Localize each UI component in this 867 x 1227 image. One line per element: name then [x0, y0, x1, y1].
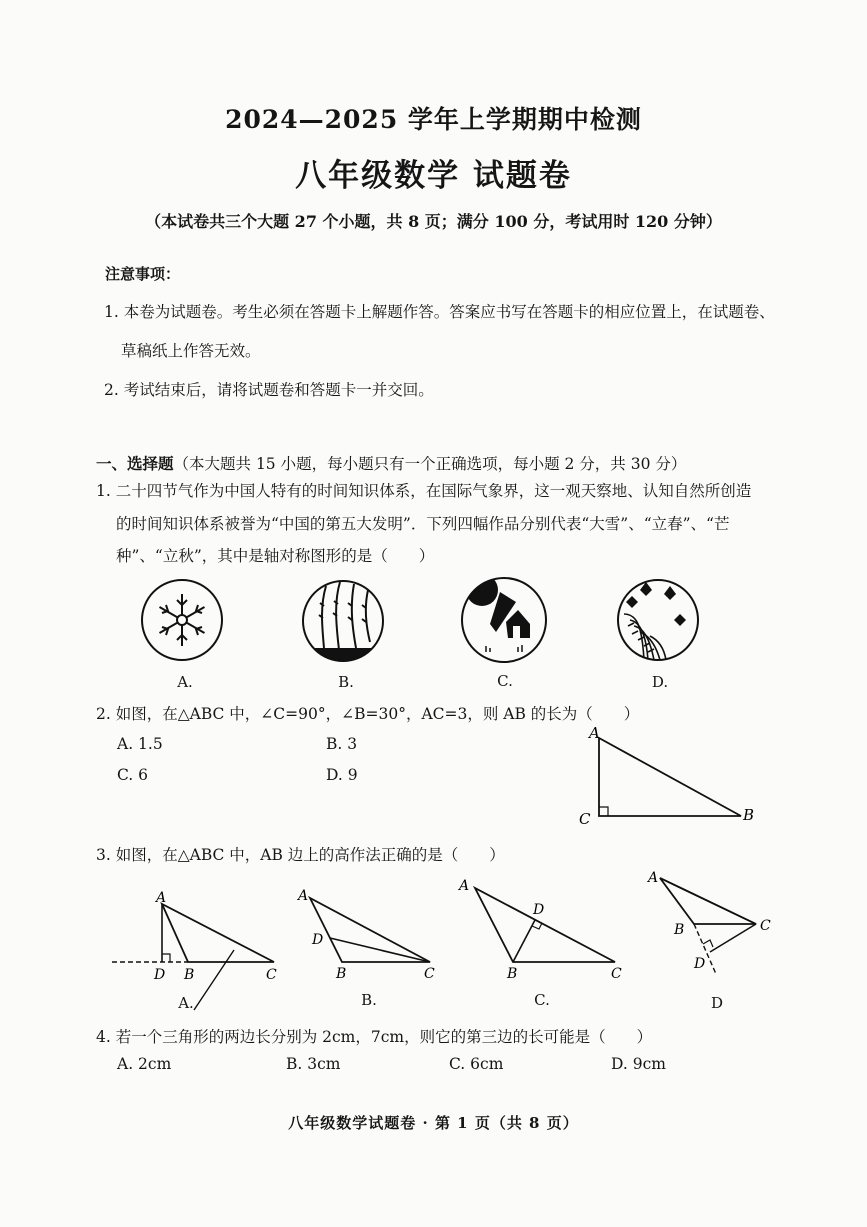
q3d-label-a: A — [648, 870, 659, 886]
q3-option-b[interactable]: B. — [361, 991, 377, 1009]
q2-option-c[interactable]: C. 6 — [117, 766, 149, 784]
q2-triangle-figure — [575, 724, 765, 828]
q1-line-3: 种”、“立秋”，其中是轴对称图形的是（ ） — [116, 547, 435, 565]
notice-heading: 注意事项： — [105, 265, 181, 283]
notice-item-1: 1. 本卷为试题卷。考生必须在答题卡上解题作答。答案应书写在答题卡的相应位置上，在试题卷、 — [104, 303, 775, 321]
q2-label-b: B — [743, 806, 755, 824]
q3-figure-d — [640, 864, 790, 988]
q4-option-b[interactable]: B. 3cm — [286, 1055, 341, 1073]
q3b-label-a: A — [298, 888, 309, 904]
notice-item-1-cont: 草稿纸上作答无效。 — [121, 342, 261, 360]
q1-line-1: 1. 二十四节气作为中国人特有的时间知识体系，在国际气象界，这一观天察地、认知自然所创造 — [96, 482, 752, 500]
section-heading — [96, 452, 686, 474]
q3b-label-b: B — [336, 966, 347, 982]
q3-figure-c — [455, 872, 635, 984]
q3a-label-b: B — [184, 967, 195, 983]
q1-option-a[interactable]: A. — [177, 673, 193, 691]
q3-figure-b — [290, 884, 450, 994]
exam-info: （本试卷共三个大题 27 个小题，共 8 页；满分 100 分，考试用时 120 分钟） — [145, 212, 722, 231]
q3d-label-d: D — [694, 956, 706, 972]
snowflake-picture — [135, 576, 231, 664]
exam-subtitle: 八年级数学 试题卷 — [295, 158, 572, 194]
q4-stem: 4. 若一个三角形的两边长分别为 2cm，7cm，则它的第三边的长可能是（ ） — [96, 1028, 653, 1046]
q3a-label-c: C — [266, 967, 277, 983]
q3a-label-d: D — [154, 967, 166, 983]
q1-option-d[interactable]: D. — [651, 673, 669, 691]
q3c-label-d: D — [533, 902, 545, 918]
q2-label-c: C — [579, 810, 591, 828]
rice-picture — [610, 574, 706, 668]
page-footer: 八年级数学试题卷 · 第 1 页（共 8 页） — [288, 1114, 579, 1132]
q4-option-a[interactable]: A. 2cm — [117, 1055, 172, 1073]
q3b-label-c: C — [424, 966, 435, 982]
section-title: 一、选择题 — [96, 454, 174, 473]
q1-option-c[interactable]: C. — [497, 672, 513, 690]
q3c-label-a: A — [459, 878, 470, 894]
q2-option-d[interactable]: D. 9 — [326, 766, 358, 784]
q4-option-c[interactable]: C. 6cm — [449, 1055, 504, 1073]
exam-title: 2024—2025 学年上学期期中检测 — [225, 105, 642, 134]
q3-stem: 3. 如图，在△ABC 中，AB 边上的高作法正确的是（ ） — [96, 846, 505, 864]
q3c-label-b: B — [507, 966, 518, 982]
q3c-label-c: C — [611, 966, 622, 982]
q1-option-b[interactable]: B. — [338, 673, 354, 691]
q3-option-a[interactable]: A. — [178, 994, 194, 1012]
q2-label-a: A — [589, 724, 600, 742]
q2-stem: 2. 如图，在△ABC 中，∠C=90°，∠B=30°，AC=3，则 AB 的长为（ ） — [96, 705, 640, 723]
q3d-label-b: B — [674, 922, 685, 938]
willow-picture — [296, 576, 392, 666]
notice-item-2: 2. 考试结束后，请将试题卷和答题卡一并交回。 — [104, 381, 434, 399]
q2-option-b[interactable]: B. 3 — [326, 735, 358, 753]
q3b-label-d: D — [312, 932, 324, 948]
q3d-label-c: C — [760, 918, 771, 934]
house-picture — [456, 572, 556, 666]
q3a-label-a: A — [156, 890, 167, 906]
q3-option-d[interactable]: D — [710, 994, 724, 1012]
q2-option-a[interactable]: A. 1.5 — [117, 735, 163, 753]
q1-line-2: 的时间知识体系被誉为“中国的第五大发明”．下列四幅作品分别代表“大雪”、“立春”、“芒 — [116, 515, 730, 533]
section-desc: （本大题共 15 小题，每小题只有一个正确选项，每小题 2 分，共 30 分） — [173, 455, 687, 473]
q3-option-c[interactable]: C. — [534, 991, 550, 1009]
q4-option-d[interactable]: D. 9cm — [611, 1055, 666, 1073]
